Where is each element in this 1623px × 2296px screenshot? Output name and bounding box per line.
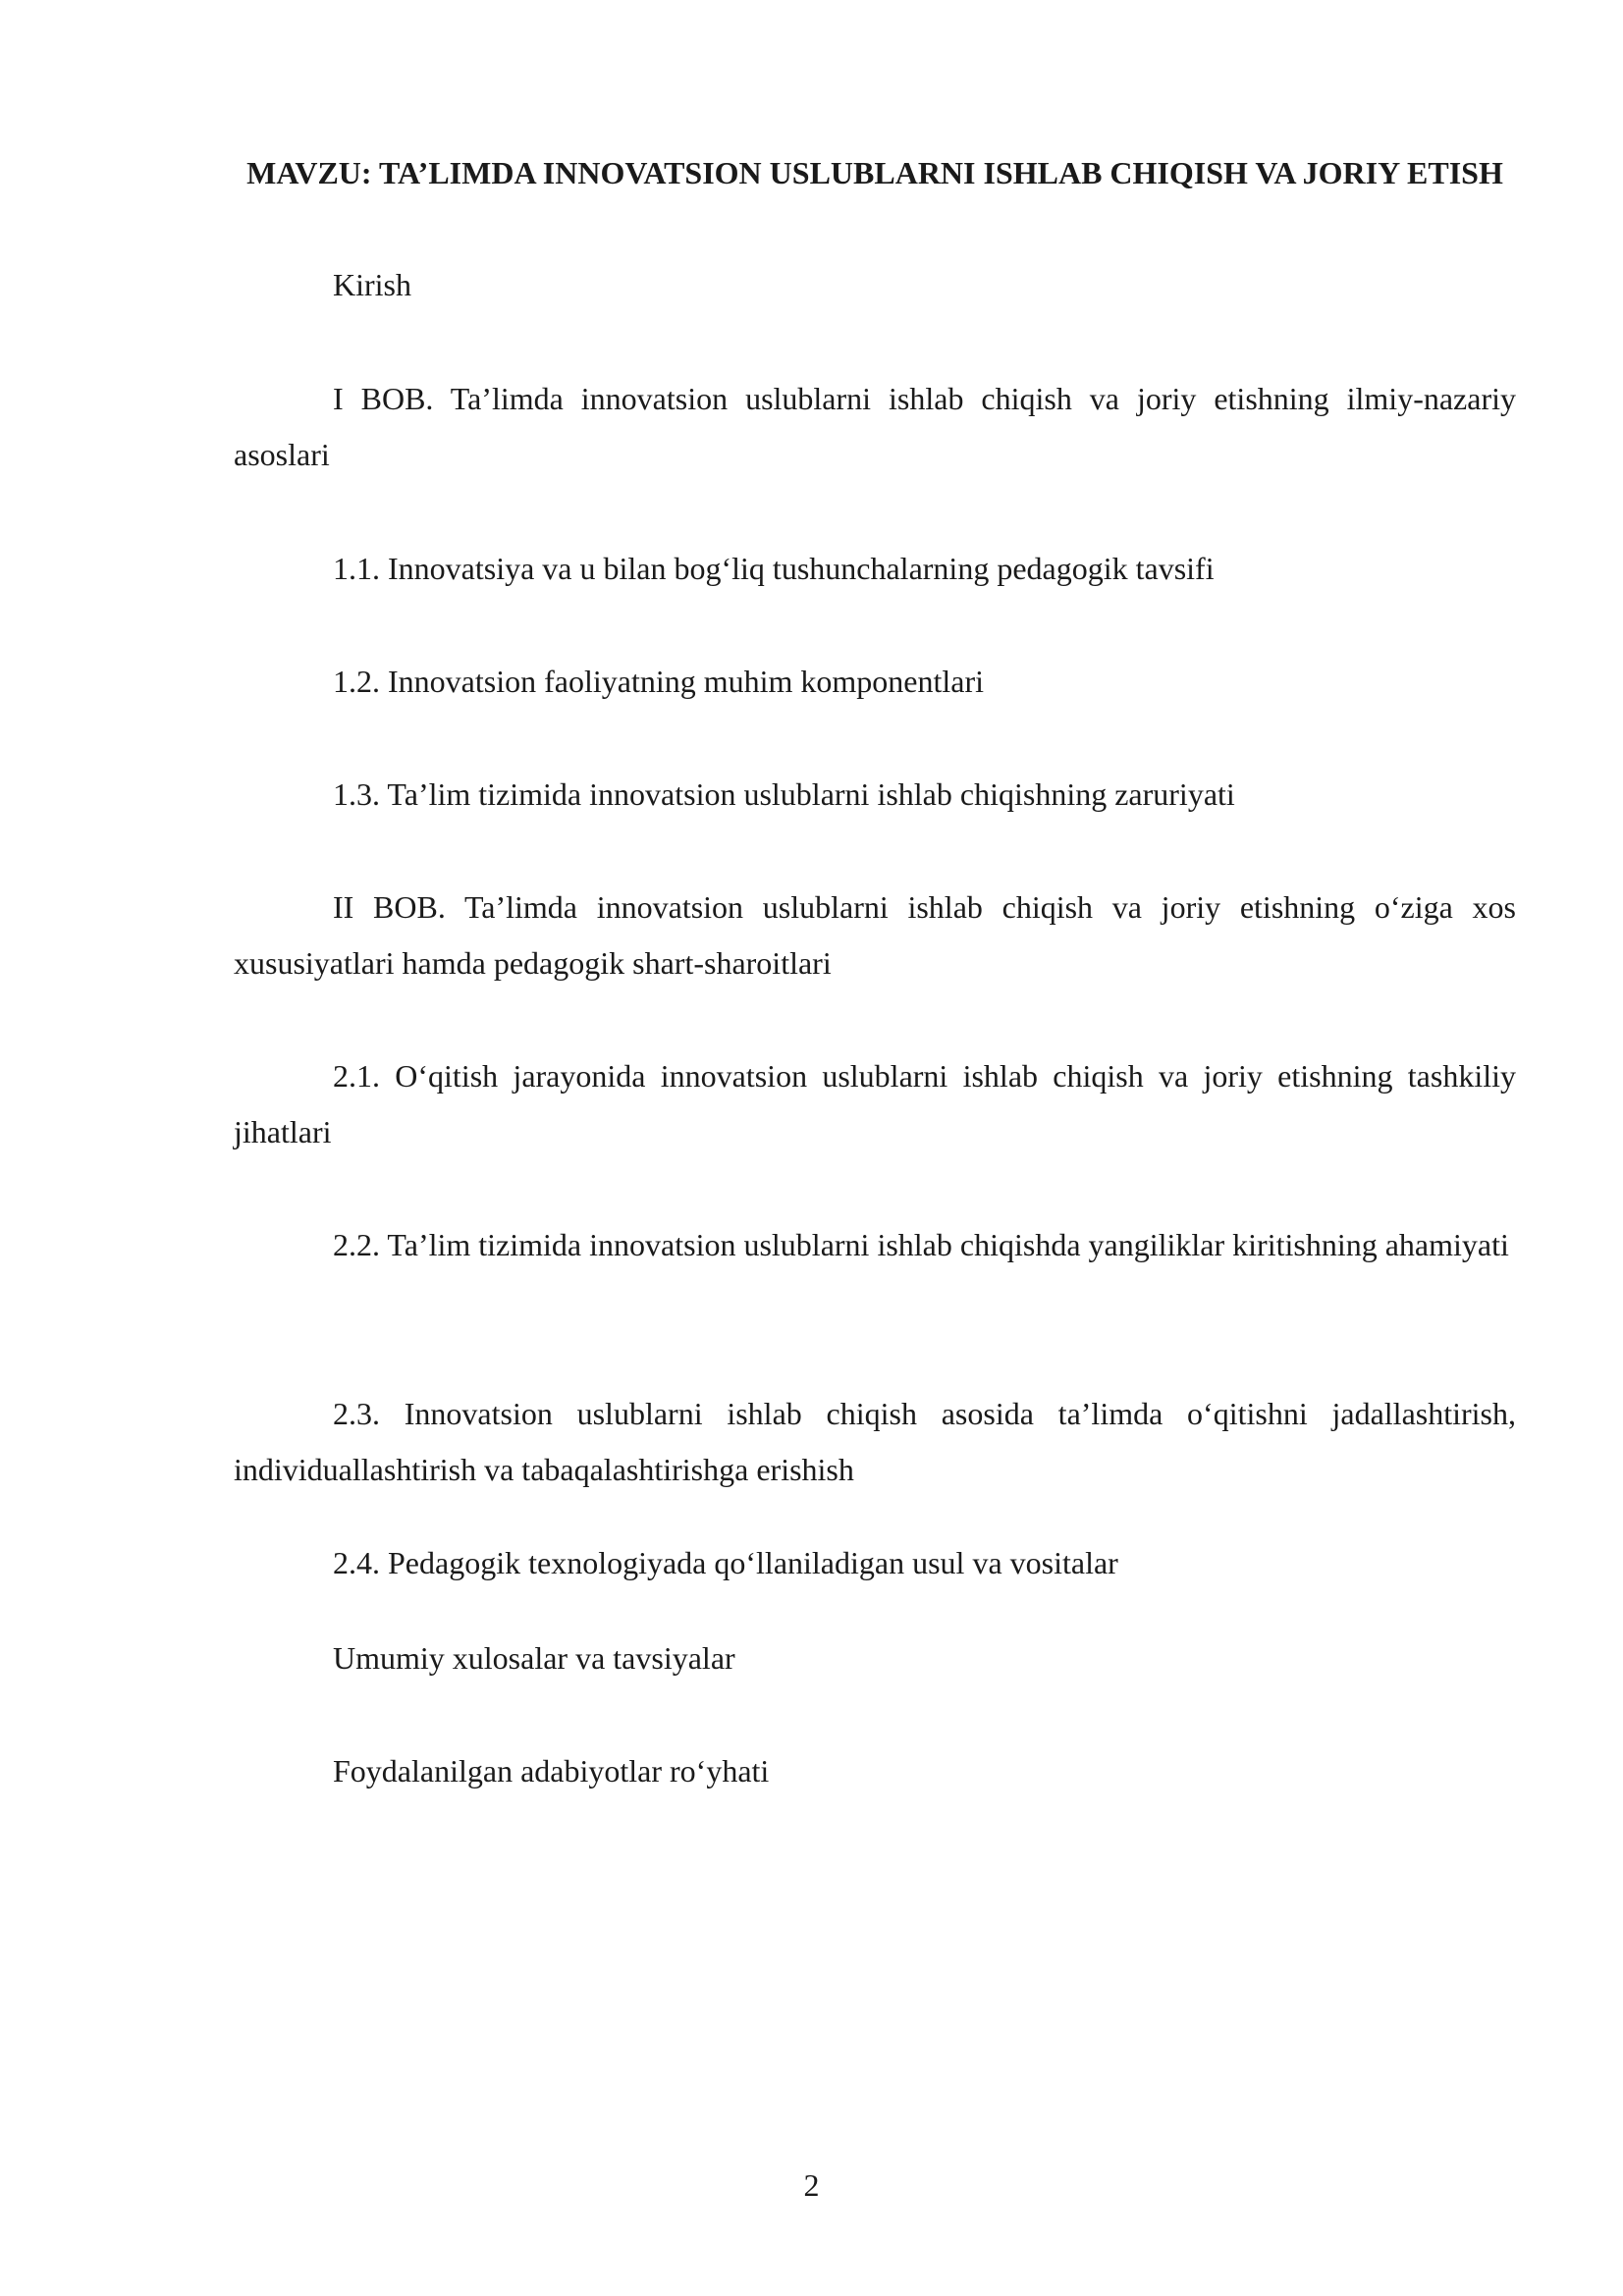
page-number: 2 xyxy=(803,2167,820,2203)
toc-entry-conclusions: Umumiy xulosalar va tavsiyalar xyxy=(333,1640,735,1676)
toc-entry-section-1-1: 1.1. Innovatsiya va u bilan bog‘liq tushunchalarning pedagogik tavsifi xyxy=(333,551,1215,586)
toc-entry-section-2-2: 2.2. Ta’lim tizimida innovatsion uslublarni ishlab chiqishda yangiliklar kiritishning ahamiyati xyxy=(333,1227,1509,1262)
toc-entry-section-1-3: 1.3. Ta’lim tizimida innovatsion uslublarni ishlab chiqishning zaruriyati xyxy=(333,776,1235,812)
toc-entry-references: Foydalanilgan adabiyotlar ro‘yhati xyxy=(333,1753,770,1789)
toc-entry-section-2-1: 2.1. O‘qitish jarayonida innovatsion uslublarni ishlab chiqish va joriy etishning tashkiliy jihatlari xyxy=(234,1058,1516,1149)
toc-entry-section-2-4: 2.4. Pedagogik texnologiyada qo‘llaniladigan usul va vositalar xyxy=(333,1545,1118,1580)
toc-entry-section-2-3: 2.3. Innovatsion uslublarni ishlab chiqish asosida ta’limda o‘qitishni jadallashtirish, individuallashtirish va tabaqalashtirishga erishish xyxy=(234,1396,1516,1487)
toc-entry-chapter-2: II BOB. Ta’limda innovatsion uslublarni ishlab chiqish va joriy etishning o‘ziga xos xususiyatlari hamda pedagogik shart-sharoitlari xyxy=(234,889,1516,981)
toc-entry-chapter-1: I BOB. Ta’limda innovatsion uslublarni ishlab chiqish va joriy etishning ilmiy-nazariy asoslari xyxy=(234,381,1516,472)
toc-entry-introduction: Kirish xyxy=(333,267,411,302)
document-title: MAVZU: TA’LIMDA INNOVATSION USLUBLARNI ISHLAB CHIQISH VA JORIY ETISH xyxy=(246,155,1503,190)
toc-entry-section-1-2: 1.2. Innovatsion faoliyatning muhim komponentlari xyxy=(333,664,985,699)
